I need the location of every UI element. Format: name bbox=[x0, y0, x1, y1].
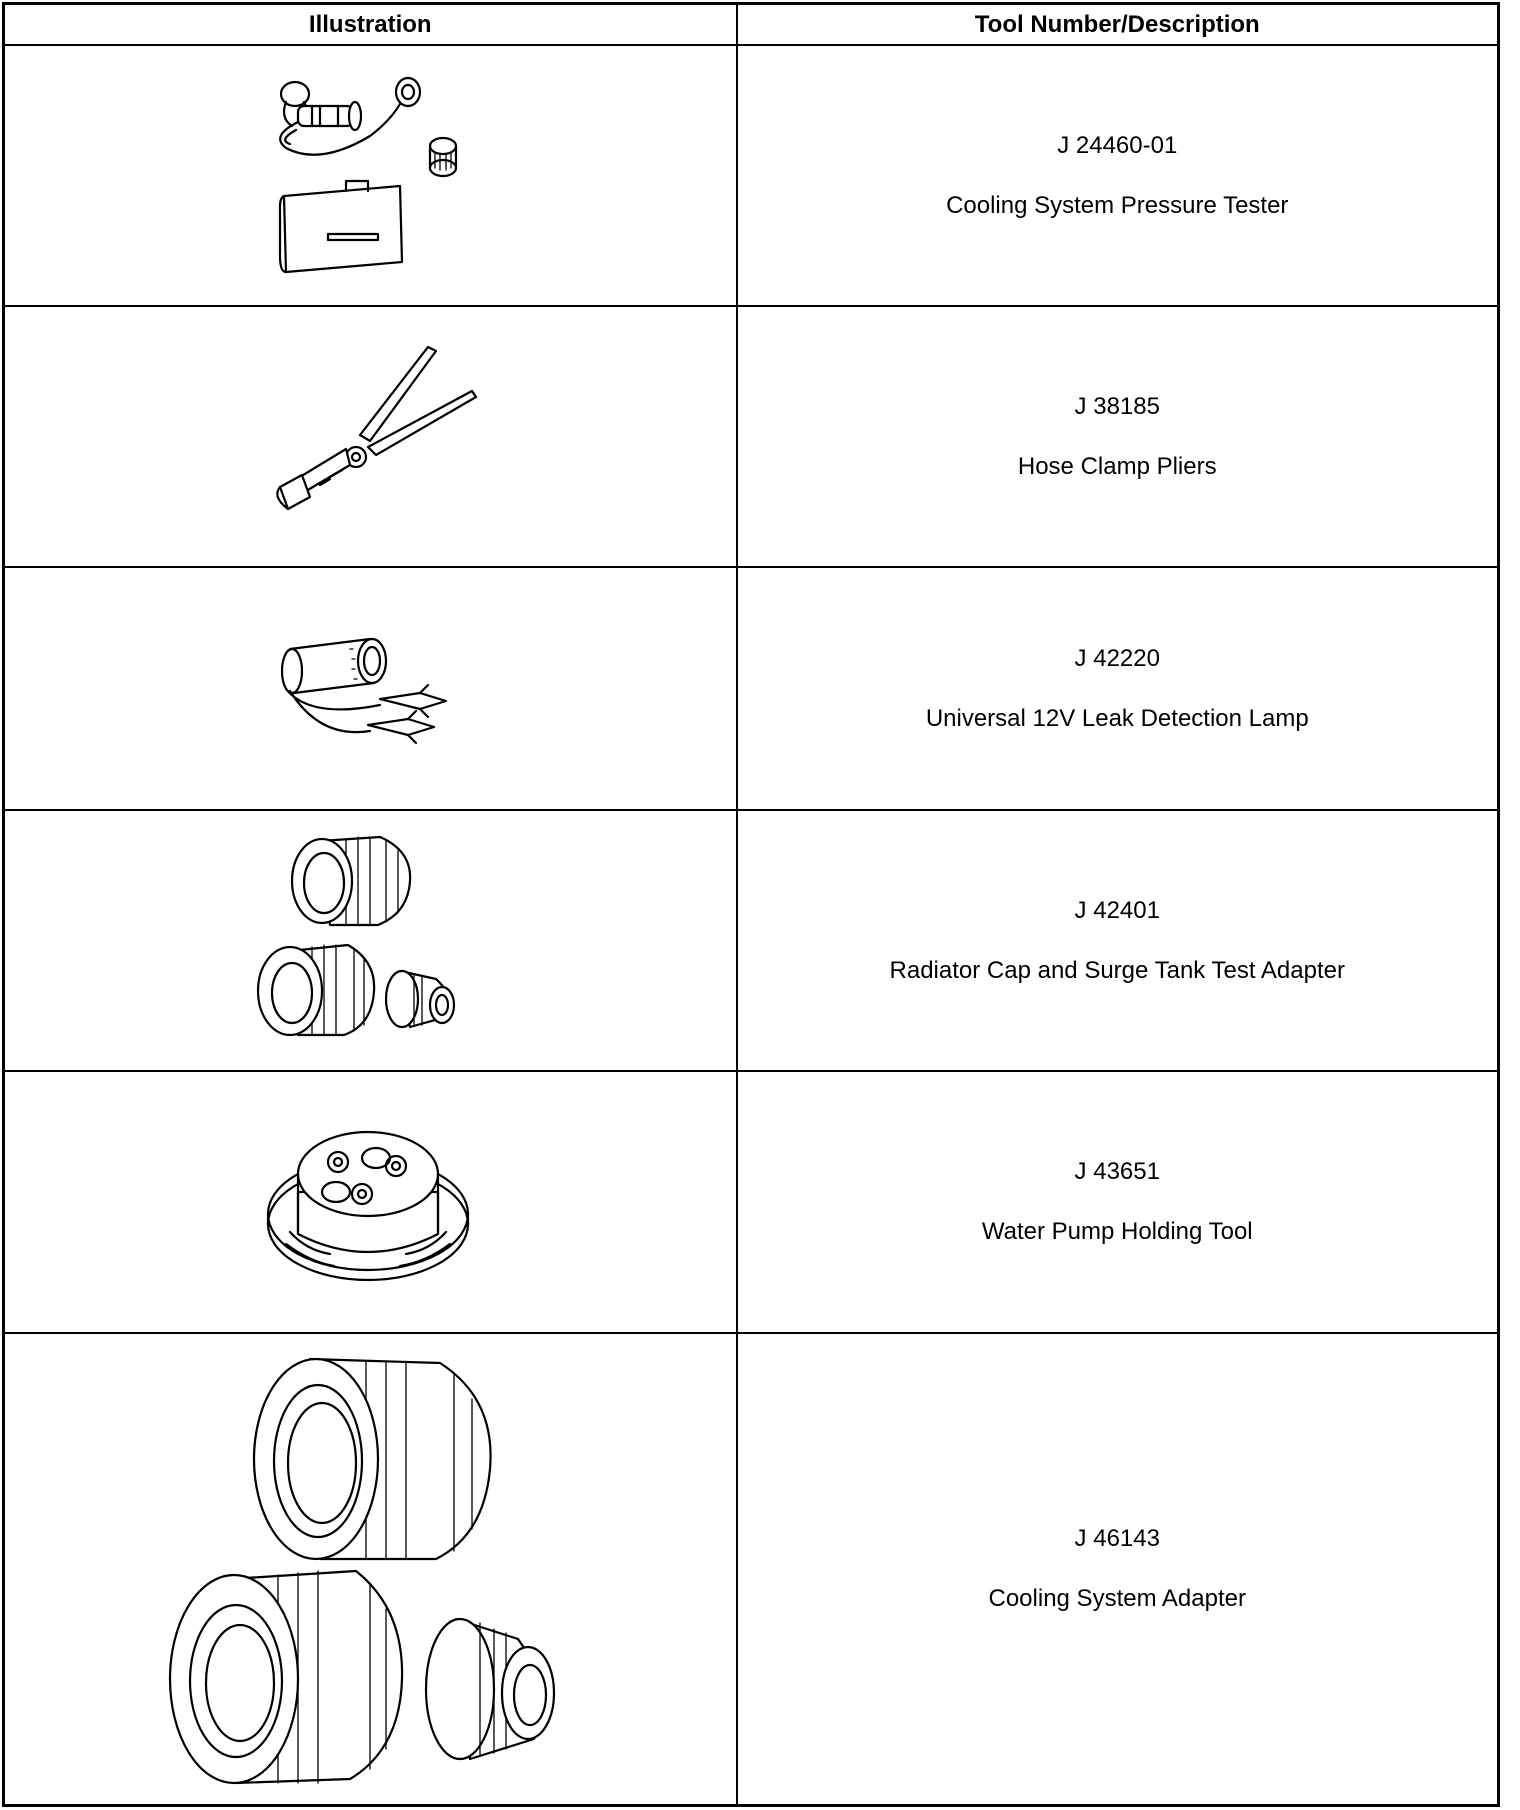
table-row bbox=[4, 306, 1499, 567]
table-row bbox=[4, 1071, 1499, 1333]
illustration-cell bbox=[4, 810, 737, 1071]
tool-number: J 42220 bbox=[1074, 644, 1160, 672]
tool-number: J 24460-01 bbox=[1057, 131, 1178, 159]
tool-description: Radiator Cap and Surge Tank Test Adapter bbox=[889, 956, 1345, 984]
illustration-cell bbox=[4, 45, 737, 306]
illustration-cell bbox=[4, 1071, 737, 1333]
hose-clamp-pliers-icon bbox=[250, 337, 490, 537]
tool-cell bbox=[737, 45, 1499, 306]
table-row bbox=[4, 45, 1499, 306]
leak-detection-lamp-icon bbox=[250, 619, 490, 759]
tool-description: Universal 12V Leak Detection Lamp bbox=[925, 704, 1309, 732]
tool-description: Cooling System Pressure Tester bbox=[946, 191, 1289, 219]
table-row bbox=[4, 1333, 1499, 1805]
table-row bbox=[4, 810, 1499, 1071]
test-adapter-set-icon bbox=[250, 821, 490, 1061]
pressure-tester-kit-icon bbox=[250, 66, 490, 286]
table-row bbox=[4, 567, 1499, 810]
tool-cell bbox=[737, 306, 1499, 567]
header-row bbox=[4, 4, 1499, 46]
tool-number: J 42401 bbox=[1074, 896, 1160, 924]
header-tool-number-description: Tool Number/Description bbox=[737, 4, 1499, 46]
special-tools-table bbox=[2, 2, 1500, 1807]
header-illustration: Illustration bbox=[4, 4, 737, 46]
tool-cell bbox=[737, 1333, 1499, 1805]
tool-number: J 38185 bbox=[1074, 392, 1160, 420]
tool-description: Cooling System Adapter bbox=[988, 1584, 1246, 1612]
illustration-cell bbox=[4, 306, 737, 567]
tool-cell bbox=[737, 567, 1499, 810]
tool-description: Hose Clamp Pliers bbox=[1017, 452, 1217, 480]
tool-cell bbox=[737, 1071, 1499, 1333]
water-pump-holding-tool-icon bbox=[250, 1102, 490, 1302]
illustration-cell bbox=[4, 567, 737, 810]
tool-description: Water Pump Holding Tool bbox=[981, 1218, 1253, 1245]
tool-cell bbox=[737, 810, 1499, 1071]
tool-number: J 46143 bbox=[1074, 1524, 1160, 1552]
illustration-cell bbox=[4, 1333, 737, 1805]
tool-number: J 43651 bbox=[1074, 1158, 1160, 1185]
cooling-system-adapter-set-icon bbox=[150, 1339, 590, 1799]
